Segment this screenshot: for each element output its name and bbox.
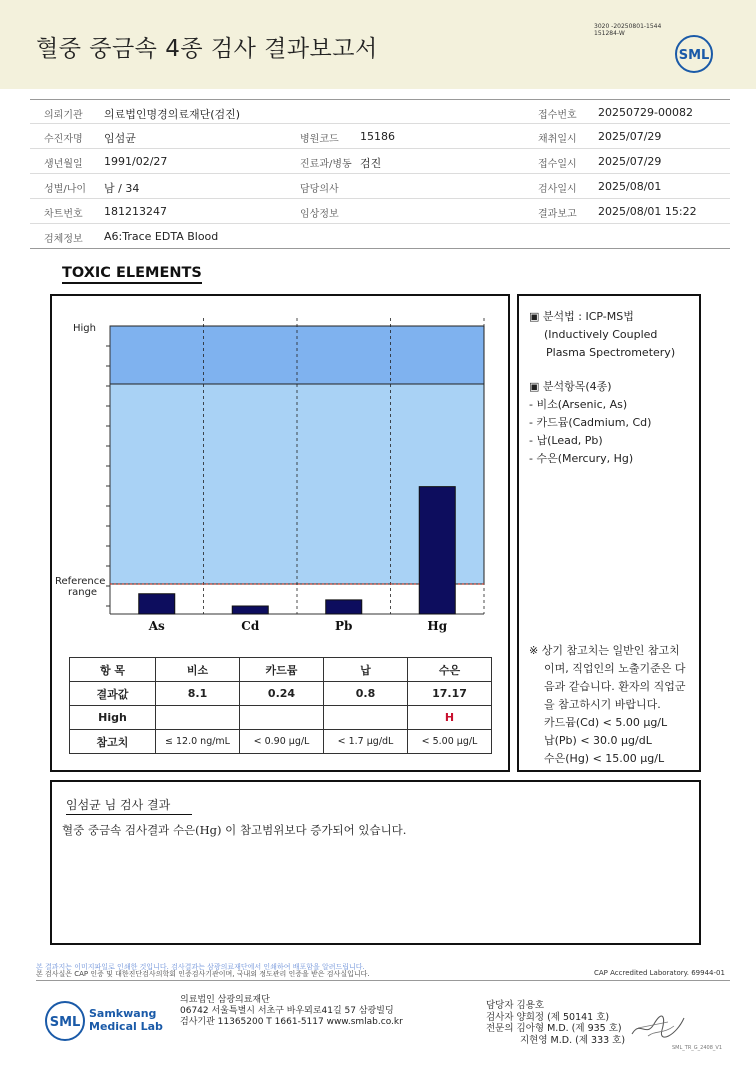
result-value: 17.17 — [408, 682, 492, 706]
note-line: ※ 상기 참고치는 일반인 참고치 — [529, 644, 680, 657]
y-label-reference: Reference — [55, 576, 106, 587]
items-title: ▣ 분석항목(4종) — [529, 380, 612, 393]
certification-notice: 본 검사실은 CAP 인증 및 대한진단검사의학회 인증검사기관이며, 국내외 정도관리 인증을 받은 검사실입니다. — [36, 970, 370, 978]
high-flag — [240, 706, 324, 730]
footer-divider — [36, 980, 730, 981]
samkwang-logo-icon — [44, 1000, 86, 1042]
note-line: 을 참고하시기 바랍니다. — [544, 698, 661, 711]
info-value: 1991/02/27 — [104, 155, 168, 168]
chart-panel — [50, 294, 510, 772]
signature-icon — [628, 1010, 688, 1042]
print-notice: 본 결과지는 이미지파일로 인쇄한 것입니다. 검사결과는 삼광의료재단에서 인쇄하여 배포함을 알려드립니다. — [36, 963, 365, 971]
info-row — [30, 224, 730, 249]
method-panel — [517, 294, 701, 772]
info-label: 차트번호 — [44, 209, 83, 220]
info-label: 진료과/병동 — [300, 159, 352, 170]
result-value: 8.1 — [156, 682, 240, 706]
info-label: 병원코드 — [300, 134, 339, 145]
method-detail: (Inductively Coupled — [544, 328, 658, 341]
high-flag — [156, 706, 240, 730]
info-row — [30, 174, 730, 199]
analysis-item: - 카드뮴(Cadmium, Cd) — [529, 416, 652, 429]
header-cell: 항 목 — [70, 658, 156, 682]
report-header — [0, 0, 756, 89]
info-value: 의료법인명경의료재단(검진) — [104, 108, 241, 121]
signer: 지현영 M.D. (제 333 호) — [520, 1034, 626, 1046]
patient-info-table — [30, 99, 730, 249]
toxic-elements-chart — [52, 296, 508, 636]
table-row — [70, 682, 492, 706]
info-value: 2025/08/01 15:22 — [598, 205, 697, 218]
header-cell: 비소 — [156, 658, 240, 682]
high-flag: H — [408, 706, 492, 730]
info-label: 채취일시 — [538, 134, 577, 145]
lab-name: Samkwang Medical Lab — [89, 1007, 163, 1033]
analysis-item: - 납(Lead, Pb) — [529, 434, 603, 447]
section-title: TOXIC ELEMENTS — [62, 265, 202, 284]
info-label: 생년월일 — [44, 159, 83, 170]
occupational-limit: 수은(Hg) < 15.00 µg/L — [544, 752, 665, 765]
method-title: ▣ 분석법 : ICP-MS법 — [529, 310, 634, 323]
signer: 담당자 김용호 — [486, 1000, 545, 1011]
document-code: 3020 -20250801-1544 151284-W — [594, 23, 662, 37]
signers — [486, 1000, 625, 1046]
form-code: SML_TR_G_2408_V1 — [672, 1045, 723, 1051]
method-detail: Plasma Spectrometery) — [546, 346, 676, 359]
reference-value: < 1.7 µg/dL — [324, 730, 408, 754]
info-label: 접수번호 — [538, 110, 577, 121]
reference-value: < 0.90 µg/L — [240, 730, 324, 754]
info-value: 2025/07/29 — [598, 155, 662, 168]
svg-text:SML: SML — [49, 1015, 81, 1030]
info-row — [30, 199, 730, 224]
header-cell: 수은 — [408, 658, 492, 682]
info-value: 2025/08/01 — [598, 180, 662, 193]
x-tick-label: Cd — [241, 619, 260, 633]
occupational-limit: 납(Pb) < 30.0 µg/dL — [544, 734, 652, 747]
info-label: 성별/나이 — [44, 184, 87, 195]
method-description — [529, 308, 699, 468]
bar-pb — [326, 600, 362, 614]
info-value: 임섬균 — [104, 132, 136, 145]
high-flag — [324, 706, 408, 730]
info-label: 검체정보 — [44, 234, 83, 245]
info-value: 2025/07/29 — [598, 130, 662, 143]
info-label: 접수일시 — [538, 159, 577, 170]
x-tick-label: Hg — [427, 619, 448, 633]
signer: 검사자 양희정 (제 50141 호) — [486, 1011, 610, 1023]
analysis-item: - 비소(Arsenic, As) — [529, 398, 628, 411]
info-label: 결과보고 — [538, 209, 577, 220]
comment-text: 혈중 중금속 검사결과 수은(Hg) 이 참고범위보다 증가되어 있습니다. — [62, 823, 407, 837]
table-row — [70, 730, 492, 754]
bar-hg — [419, 487, 455, 614]
info-label: 수진자명 — [44, 134, 83, 145]
bar-as — [139, 594, 175, 614]
svg-text:SML: SML — [678, 48, 710, 63]
y-label-range: range — [68, 587, 98, 598]
result-comment-panel — [50, 780, 701, 945]
x-tick-label: Pb — [335, 619, 353, 633]
info-label: 의뢰기관 — [44, 110, 83, 121]
result-value: 0.24 — [240, 682, 324, 706]
info-label: 임상정보 — [300, 209, 339, 220]
note-line: 이며, 직업인의 노출기준은 다 — [544, 662, 686, 675]
table-header-row — [70, 658, 492, 682]
row-label: High — [70, 706, 156, 730]
lab-address: 의료법인 삼광의료재단 06742 서울특별시 서초구 바우뫼로41길 57 삼광빌딩 검사기관 11365200 T 1661-5117 www.smlab.co.kr — [180, 995, 403, 1027]
report-title: 혈중 중금속 4종 검사 결과보고서 — [36, 36, 378, 62]
cap-accreditation: CAP Accredited Laboratory. 69944-01 — [594, 969, 725, 977]
header-cell: 납 — [324, 658, 408, 682]
info-label: 검사일시 — [538, 184, 577, 195]
info-value: 181213247 — [104, 205, 167, 218]
x-tick-label: As — [148, 619, 165, 633]
occupational-limit: 카드뮴(Cd) < 5.00 µg/L — [544, 716, 668, 729]
info-value: 15186 — [360, 130, 395, 143]
signer: 전문의 김아형 M.D. (제 935 호) — [486, 1023, 622, 1034]
analysis-item: - 수은(Mercury, Hg) — [529, 452, 634, 465]
reference-value: < 5.00 µg/L — [408, 730, 492, 754]
result-table — [69, 657, 492, 754]
row-label: 참고치 — [70, 730, 156, 754]
info-value: 검진 — [360, 157, 382, 170]
info-value: 남 / 34 — [104, 182, 140, 195]
bar-cd — [232, 606, 268, 614]
sml-logo-icon — [674, 34, 714, 74]
info-row — [30, 124, 730, 149]
info-row — [30, 99, 730, 124]
reference-value: ≤ 12.0 ng/mL — [156, 730, 240, 754]
note-line: 음과 같습니다. 환자의 직업군 — [544, 680, 686, 693]
y-label-high: High — [73, 323, 96, 334]
info-row — [30, 149, 730, 174]
reference-note — [529, 642, 699, 768]
header-cell: 카드뮴 — [240, 658, 324, 682]
table-row — [70, 706, 492, 730]
info-value: 20250729-00082 — [598, 106, 693, 119]
result-value: 0.8 — [324, 682, 408, 706]
row-label: 결과값 — [70, 682, 156, 706]
comment-title: 임섬균 님 검사 결과 — [66, 796, 192, 815]
info-value: A6:Trace EDTA Blood — [104, 230, 219, 243]
info-label: 담당의사 — [300, 184, 339, 195]
